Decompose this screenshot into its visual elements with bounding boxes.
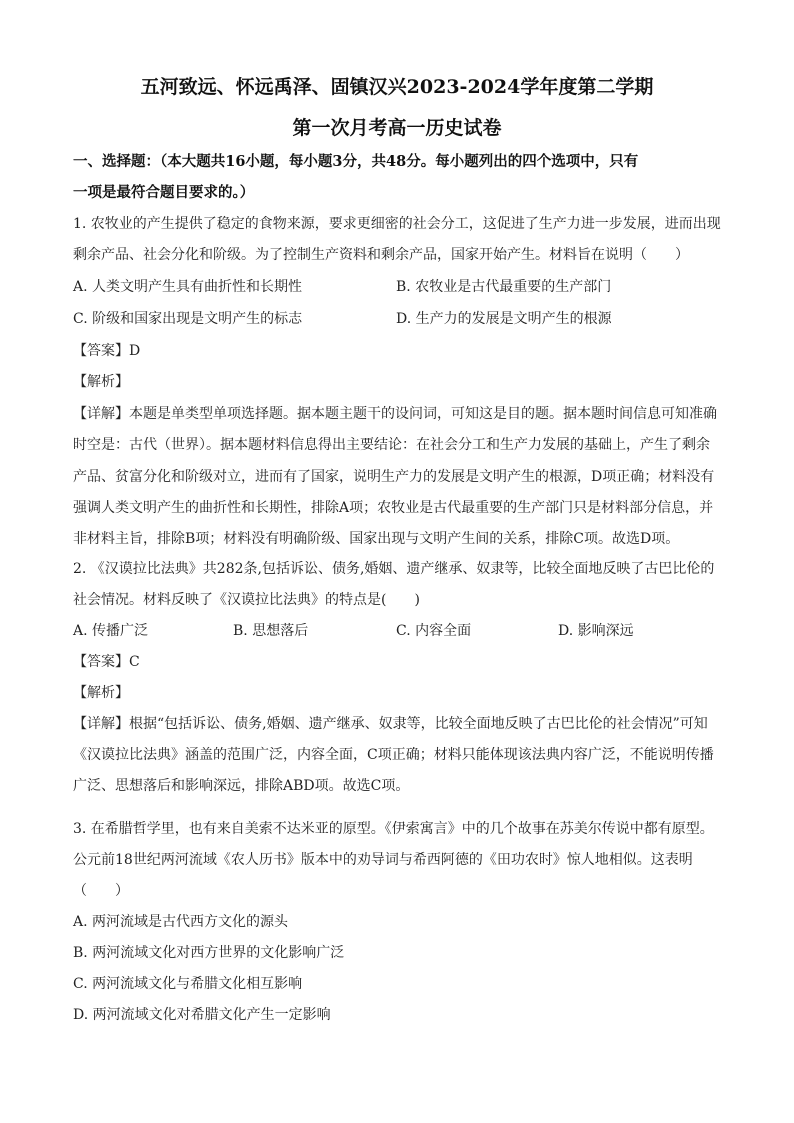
question-3-stem-line2: 公元前18世纪两河流域《农人历书》版本中的劝导词与希西阿德的《田功农时》惊人地相似。这表明 <box>73 852 693 868</box>
question-1-detail-line5: 非材料主旨，排除B项；材料没有明确阶级、国家出现与文明产生间的关系，排除C项。故选D项。 <box>73 531 680 547</box>
question-2-detail-line2: 《汉谟拉比法典》涵盖的范围广泛，内容全面，C项正确；材料只能体现该法典内容广泛，不能说明传播 <box>73 747 714 763</box>
question-2-option-a: A. 传播广泛 <box>73 623 149 639</box>
question-2-option-b: B. 思想落后 <box>233 623 309 639</box>
question-3-stem-line3: （ ） <box>73 883 129 899</box>
question-1-detail-line4: 强调人类文明产生的曲折性和长期性，排除A项；农牧业是古代最重要的生产部门只是材料部分信息，并 <box>73 500 714 516</box>
question-1-option-c: C. 阶级和国家出现是文明产生的标志 <box>73 311 303 327</box>
question-1-stem-line1: 1. 农牧业的产生提供了稳定的食物来源，要求更细密的社会分工，这促进了生产力进一步发展，进而出现 <box>73 216 721 232</box>
question-1-option-b: B. 农牧业是古代最重要的生产部门 <box>396 279 612 295</box>
question-3-option-a: A. 两河流域是古代西方文化的源头 <box>73 914 289 930</box>
exam-title-line1: 五河致远、怀远禹泽、固镇汉兴2023-2024学年度第二学期 <box>140 76 654 98</box>
section-instructions-line2: 一项是最符合题目要求的。） <box>73 184 255 201</box>
question-2-option-c: C. 内容全面 <box>396 623 472 639</box>
question-3-stem-line1: 3. 在希腊哲学里，也有来自美索不达米亚的原型。《伊索寓言》中的几个故事在苏美尔传说中都有原型。 <box>73 821 714 837</box>
question-1-analysis-label: 【解析】 <box>73 374 129 390</box>
question-2-detail-line1: 【详解】根据“包括诉讼、债务,婚姻、遗产继承、奴隶等，比较全面地反映了古巴比伦的社会情况”可知 <box>73 716 708 732</box>
question-1-detail-line2: 时空是：古代（世界）。据本题材料信息得出主要结论：在社会分工和生产力发展的基础上，产生了剩余 <box>73 437 710 453</box>
question-1-stem-line2: 剩余产品、社会分化和阶级。为了控制生产资料和剩余产品，国家开始产生。材料旨在说明（ ） <box>73 247 689 263</box>
question-2-option-d: D. 影响深远 <box>558 623 634 639</box>
question-2-answer: 【答案】C <box>73 654 140 670</box>
question-3-option-b: B. 两河流域文化对西方世界的文化影响广泛 <box>73 945 345 961</box>
question-1-detail-line3: 产品、贫富分化和阶级对立，进而有了国家，说明生产力的发展是文明产生的根源，D项正确；材料没有 <box>73 469 715 485</box>
question-2-stem-line2: 社会情况。材料反映了《汉谟拉比法典》的特点是( ) <box>73 592 420 608</box>
question-3-option-d: D. 两河流域文化对希腊文化产生一定影响 <box>73 1007 331 1023</box>
question-2-analysis-label: 【解析】 <box>73 685 129 701</box>
question-2-detail-line3: 广泛、思想落后和影响深远，排除ABD项。故选C项。 <box>73 778 410 794</box>
section-instructions-line1: 一、选择题：（本大题共16小题，每小题3分，共48分。每小题列出的四个选项中，只有 <box>73 153 639 170</box>
question-3-option-c: C. 两河流域文化与希腊文化相互影响 <box>73 976 303 992</box>
exam-title-line2: 第一次月考高一历史试卷 <box>292 117 502 139</box>
question-1-answer: 【答案】D <box>73 343 141 359</box>
question-1-option-d: D. 生产力的发展是文明产生的根源 <box>396 311 612 327</box>
question-1-option-a: A. 人类文明产生具有曲折性和长期性 <box>73 279 303 295</box>
question-2-stem-line1: 2. 《汉谟拉比法典》共282条,包括诉讼、债务,婚姻、遗产继承、奴隶等，比较全面地反映了古巴比伦的 <box>73 561 715 577</box>
question-1-detail-line1: 【详解】本题是单类型单项选择题。据本题主题干的设问词，可知这是目的题。据本题时间信息可知准确 <box>73 406 717 422</box>
